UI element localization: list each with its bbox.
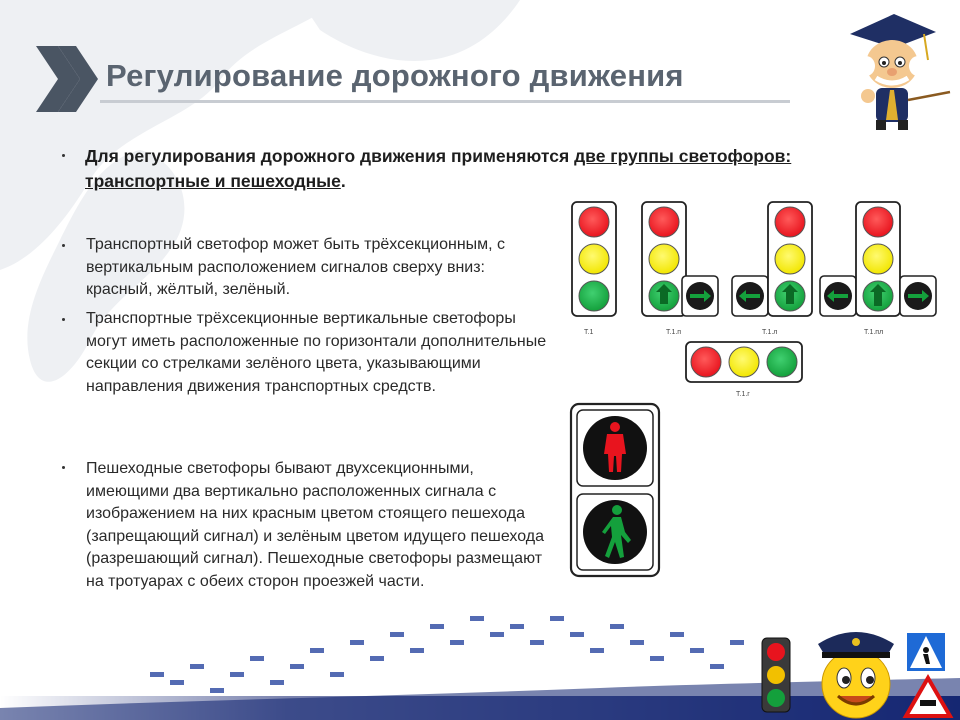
bullet-marker	[62, 318, 65, 321]
label-t1g: Т.1.г	[736, 391, 750, 398]
traffic-lights-figure	[568, 196, 940, 402]
traffic-light-icon	[762, 638, 790, 712]
intro-end: .	[340, 171, 346, 191]
label-t1l: Т.1.л	[762, 329, 778, 336]
intro-underlined: две группы светофоров: транспортные и пешеходные	[85, 146, 792, 191]
traffic-light-t1p	[642, 202, 718, 316]
traffic-light-t1g	[686, 342, 802, 382]
pedestrian-stop-icon	[583, 416, 647, 480]
slide-title: Регулирование дорожного движения	[106, 58, 684, 93]
traffic-light-t1pl	[820, 202, 936, 316]
label-t1: Т.1	[584, 329, 594, 336]
professor-icon	[832, 8, 956, 134]
label-t1p: Т.1.п	[666, 329, 682, 336]
label-t1pl: Т.1.пл	[864, 329, 884, 336]
bullet-marker	[62, 154, 65, 157]
police-smiley-icon	[818, 632, 894, 718]
intro-text	[85, 144, 815, 194]
bullet-marker	[62, 466, 65, 469]
bullet-marker	[62, 244, 65, 247]
pedestrian-go-icon	[583, 500, 647, 564]
traffic-light-t1	[572, 202, 616, 316]
police-smiley-illustration	[760, 618, 956, 720]
paragraph-additional-sections: Транспортные трёхсекционные вертикальные светофоры могут иметь расположенные по горизонтали дополнительные секции со стрелками зелёного цвета, указывающими направления движения транспортных средств.	[86, 310, 547, 395]
intro-part1: Для регулирования дорожного движения применяются	[85, 146, 575, 166]
title-underline	[100, 100, 790, 103]
pedestrian-traffic-light	[569, 402, 661, 578]
pedestrian-crossing-sign-icon	[906, 632, 950, 716]
traffic-light-t1l	[732, 202, 812, 316]
paragraph-vehicle-light: Транспортный светофор может быть трёхсекционным, с вертикальным расположением сигналов сверху вниз: красный, жёлтый, зелёный.	[86, 236, 506, 298]
paragraph-pedestrian-light: Пешеходные светофоры бывают двухсекционными, имеющими два вертикально расположенных сигнала с изображением на них красным цветом стоящего пешехода (запрещающий сигнал) и зелёным цветом идущего пешехода (разрешающий сигнал). Пешеходные светофоры размещают на тротуарах с обеих сторон проезжей части.	[86, 460, 544, 590]
double-chevron-icon	[36, 46, 98, 112]
